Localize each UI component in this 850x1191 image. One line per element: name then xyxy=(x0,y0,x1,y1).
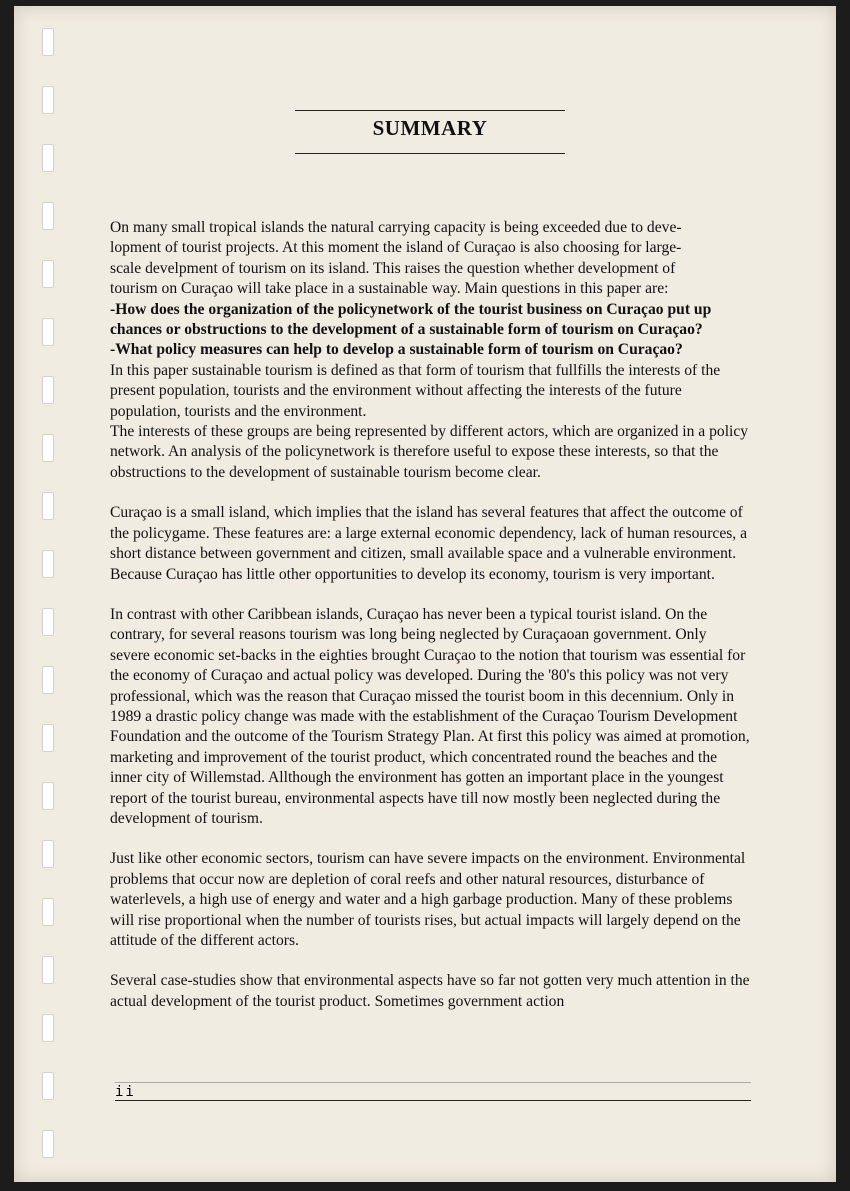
research-question-2: -What policy measures can help to develop a sustainable form of tourism on Curaçao? xyxy=(110,341,683,359)
binding-hole xyxy=(42,840,54,868)
footer-rule-bottom xyxy=(115,1100,751,1101)
binding-hole xyxy=(42,724,54,752)
binding-hole xyxy=(42,202,54,230)
binding-hole xyxy=(42,492,54,520)
binding-hole xyxy=(42,1014,54,1042)
binding-hole xyxy=(42,260,54,288)
title-rule-top xyxy=(295,110,565,111)
case-studies-paragraph: Several case-studies show that environmental aspects have so far not gotten very much attention in the actual development of the tourist product. Sometimes government action xyxy=(110,972,750,1010)
binding-hole xyxy=(42,376,54,404)
page-number: ii xyxy=(115,1084,136,1100)
binding-hole xyxy=(42,1072,54,1100)
binding-hole xyxy=(42,608,54,636)
intro-line: scale develpment of tourism on its island. This raises the question whether development of xyxy=(110,259,676,277)
footer-rule-top xyxy=(115,1082,751,1083)
binding-holes xyxy=(42,28,56,1178)
network-text: The interests of these groups are being represented by different actors, which are organized in a policy network. An analysis of the policynetwork is therefore useful to expose these interests, so that the obstructions to the development of sustainable tourism become clear. xyxy=(110,423,749,481)
environment-impact-paragraph: Just like other economic sectors, tourism can have severe impacts on the environment. Environmental problems that occur now are depletion of coral reefs and other natural resources, disturbance of waterlevels, a high use of energy and water and a high garbage production. Many of these problems will rise proportional when the number of tourists rises, but actual impacts will largely depend on the attitude of the different actors. xyxy=(110,850,746,949)
title-block xyxy=(110,110,750,154)
intro-line: On many small tropical islands the natural carrying capacity is being exceeded due to deve- xyxy=(110,219,682,236)
binding-hole xyxy=(42,1130,54,1158)
binding-hole xyxy=(42,144,54,172)
title-rule-bottom xyxy=(295,153,565,154)
binding-hole xyxy=(42,28,54,56)
binding-hole xyxy=(42,86,54,114)
binding-hole xyxy=(42,666,54,694)
binding-hole xyxy=(42,956,54,984)
research-question-1: -How does the organization of the policynetwork of the tourist business on Curaçao put up chances or obstructions to the development of a sustainable form of tourism on Curaçao? xyxy=(110,300,712,339)
binding-hole xyxy=(42,318,54,346)
definition-text: In this paper sustainable tourism is defined as that form of tourism that fullfills the interests of the present population, tourists and the environment without affecting the interests of the future population, tourists and the environment. xyxy=(110,361,721,420)
tourism-history-paragraph: In contrast with other Caribbean islands, Curaçao has never been a typical tourist island. On the contrary, for several reasons tourism was long being neglected by Curaçaoan government. Only severe economic set-backs in the eighties brought Curaçao to the notion that tourism was essential for the economy of Curaçao and actual policy was developed. During the '80's this policy was not very professional, which was the reason that Curaçao missed the tourist boom in this decennium. Only in 1989 a drastic policy change was made with the establishment of the Curaçao Tourism Development Foundation and the outcome of the Tourism Strategy Plan. At first this policy was aimed at promotion, marketing and improvement of the tourist product, which concentrated round the beaches and the inner city of Willemstad. Allthough the environment has gotten an important place in the youngest report of the tourist bureau, environmental aspects have till now mostly been neglected during the development of tourism. xyxy=(110,605,750,827)
intro-line: tourism on Curaçao will take place in a sustainable way. Main questions in this paper are: xyxy=(110,280,669,298)
page-footer xyxy=(115,1082,751,1101)
binding-hole xyxy=(42,782,54,810)
intro-paragraph xyxy=(110,218,750,483)
binding-hole xyxy=(42,550,54,578)
island-features-paragraph: Curaçao is a small island, which implies that the island has several features that affect the outcome of the policygame. These features are: a large external economic dependency, lack of human resources, a short distance between government and citizen, small available space and a vulnerable environment. Because Curaçao has little other opportunities to develop its economy, tourism is very important. xyxy=(110,504,748,583)
binding-hole xyxy=(42,434,54,462)
page-title: SUMMARY xyxy=(372,116,488,140)
document-body xyxy=(110,110,750,1032)
binding-hole xyxy=(42,898,54,926)
intro-line: lopment of tourist projects. At this moment the island of Curaçao is also choosing for large- xyxy=(110,239,682,257)
